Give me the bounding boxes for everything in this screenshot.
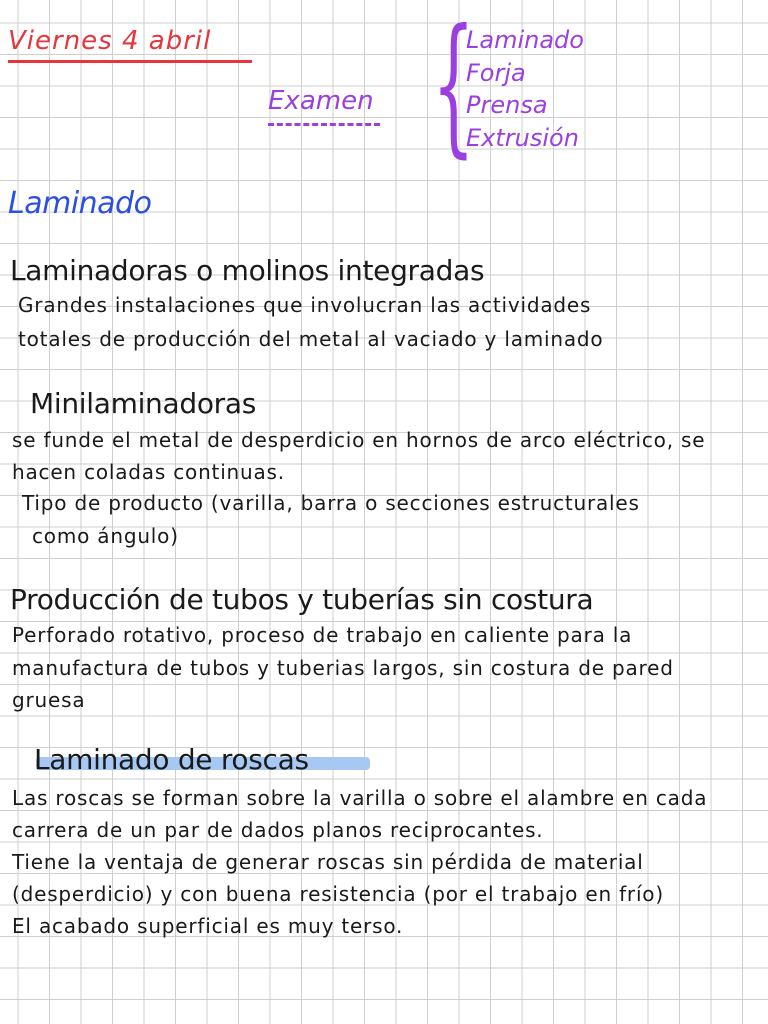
exam-dashed-underline [268, 123, 380, 126]
text-line: Tipo de producto (varilla, barra o secciones estructurales [22, 491, 640, 515]
exam-label: Examen [268, 86, 374, 116]
text-line: Tiene la ventaja de generar roscas sin pérdida de material [12, 850, 644, 874]
text-line: como ángulo) [32, 524, 179, 548]
curly-brace-icon: { [432, 0, 475, 172]
text-line: totales de producción del metal al vaciado y laminado [18, 327, 604, 351]
text-line: Perforado rotativo, proceso de trabajo en caliente para la [12, 623, 633, 647]
exam-topic: Laminado [466, 26, 584, 54]
text-line: El acabado superficial es muy terso. [12, 914, 404, 938]
section-title: Laminado [8, 186, 152, 221]
text-line: Las roscas se forman sobre la varilla o sobre el alambre en cada [12, 786, 708, 810]
date-underline [8, 60, 252, 63]
block-heading-thread-rolling: Laminado de roscas [34, 743, 309, 776]
text-line: manufactura de tubos y tuberias largos, sin costura de pared [12, 656, 674, 680]
block-heading-minimills: Minilaminadoras [30, 387, 257, 420]
text-line: gruesa [12, 688, 86, 712]
text-line: Grandes instalaciones que involucran las actividades [18, 293, 592, 317]
exam-topic: Forja [466, 58, 526, 87]
text-line: (desperdicio) y con buena resistencia (por el trabajo en frío) [12, 882, 664, 906]
text-line: se funde el metal de desperdicio en hornos de arco eléctrico, se [12, 428, 706, 452]
text-line: hacen coladas continuas. [12, 460, 285, 484]
block-heading-integrated-mills: Laminadoras o molinos integradas [10, 254, 485, 287]
block-heading-seamless-tubes: Producción de tubos y tuberías sin costura [10, 583, 594, 616]
exam-topic-list [466, 24, 584, 154]
text-line: carrera de un par de dados planos reciprocantes. [12, 818, 544, 842]
exam-topic: Extrusión [466, 123, 579, 152]
date-heading: Viernes 4 abril [8, 26, 212, 56]
exam-topic: Prensa [466, 91, 548, 119]
